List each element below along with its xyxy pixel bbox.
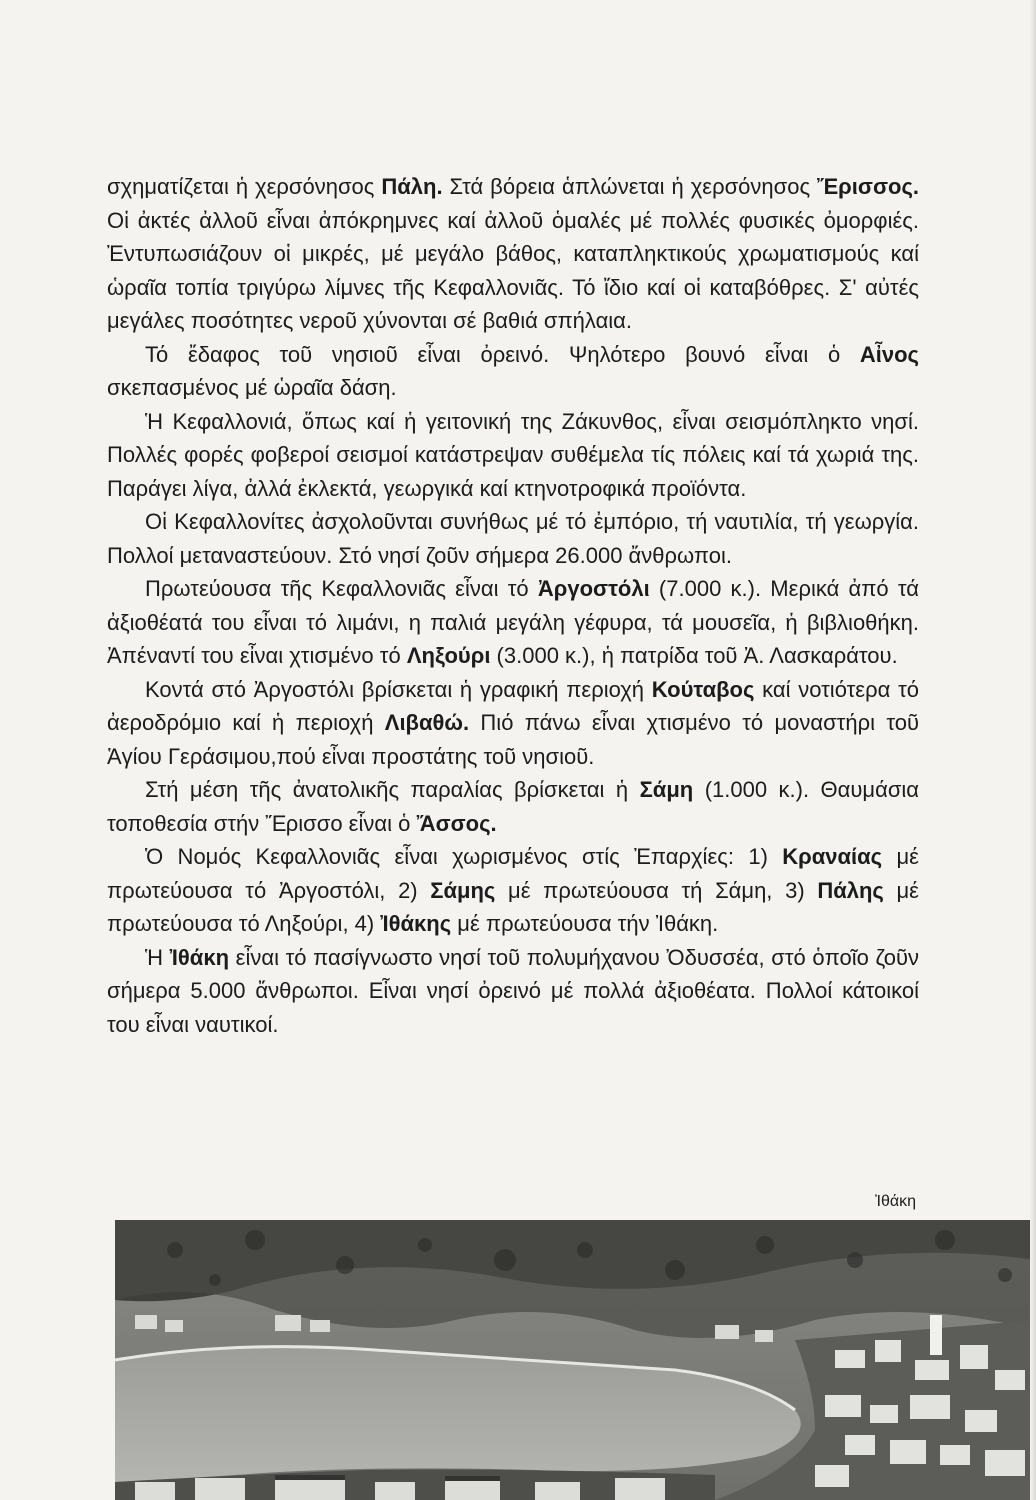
text-run: μέ πρωτεύουσα τήν Ἰθάκη. bbox=[451, 911, 719, 936]
text-run: καί νοτιότερα τό ἀεροδρόμιο καί ἡ περιοχή bbox=[107, 676, 919, 735]
text-run: μέ πρωτεύουσα τό Ἀργοστόλι, 2) bbox=[107, 844, 919, 903]
bold-term: Ἀργοστόλι bbox=[537, 576, 650, 601]
text-run: Τό ἔδαφος τοῦ νησιοῦ εἶναι ὀρεινό. Ψηλότερο βουνό εἶναι ὁ bbox=[145, 341, 860, 367]
bold-term: Ληξούρι bbox=[406, 643, 491, 668]
bold-term: Κραναίας bbox=[782, 844, 883, 869]
paragraph bbox=[107, 505, 919, 572]
bold-term: Πάλη. bbox=[381, 174, 443, 199]
bold-term: Αἶνος bbox=[859, 341, 919, 367]
paragraph bbox=[107, 405, 919, 506]
paragraph bbox=[107, 941, 919, 1042]
bold-term: Πάλης bbox=[817, 877, 884, 903]
text-run: Ὁ Νομός Κεφαλλονιᾶς εἶναι χωρισμένος στίς Ἐπαρχίες: 1) bbox=[145, 844, 783, 869]
bold-term: Ἔρισσος. bbox=[817, 174, 919, 199]
text-run: Οἱ ἀκτές ἀλλοῦ εἶναι ἀπόκρημνες καί ἀλλοῦ ὁμαλές μέ πολλές φυσικές ὀμορφιές. Ἐντυπωσιάζουν οἱ μικρές, μέ μεγάλο βάθος, καταπληκτικούς χρωματισμούς καί ὡραῖα τοπία τριγύρω λίμνες τῆς Κεφαλλονιᾶς. Τό ἴδιο καί οἱ καταβόθρες. Σ' αὐτές μεγάλες ποσότητες νεροῦ χύνονται σέ βαθιά σπήλαια. bbox=[107, 207, 919, 333]
text-run: μέ πρωτεύουσα τή Σάμη, 3) bbox=[495, 877, 818, 903]
page-edge bbox=[1030, 0, 1036, 1500]
paragraph bbox=[107, 773, 919, 840]
text-run: Ἡ Κεφαλλονιά, ὅπως καί ἡ γειτονική της Ζάκυνθος, εἶναι σεισμόπληκτο νησί. Πολλές φορές φοβεροί σεισμοί κατάστρεψαν συθέμελα τίς πόλεις καί τά χωριά της. Παράγει λίγα, ἀλλά ἐκλεκτά, γεωργικά καί κτηνοτροφικά προϊόντα. bbox=[107, 408, 919, 501]
text-run: εἶναι τό πασίγνωστο νησί τοῦ πολυμήχανου Ὀδυσσέα, στό ὁποῖο ζοῦν σήμερα 5.000 ἄνθρωποι. Εἶναι νησί ὀρεινό μέ πολλά ἀξιοθέατα. Πολλοί κάτοικοί του εἶναι ναυτικοί. bbox=[107, 944, 919, 1037]
paragraph bbox=[107, 572, 919, 673]
body-text bbox=[107, 170, 919, 1041]
paragraph bbox=[107, 170, 919, 338]
bold-term: Κούταβος bbox=[651, 676, 755, 702]
text-run: Στά βόρεια ἁπλώνεται ἡ χερσόνησος bbox=[442, 174, 818, 199]
text-run: μέ πρωτεύουσα τό Ληξούρι, 4) bbox=[107, 877, 919, 936]
paragraph bbox=[107, 673, 919, 774]
text-run: (7.000 κ.). Μερικά ἀπό τά ἀξιοθέατά του εἶναι τό λιμάνι, η παλιά μεγάλη γέφυρα, τά μουσεῖα, ἡ βιβλιοθήκη. Ἀπέναντί του εἶναι χτισμένο τό bbox=[107, 576, 919, 668]
text-run: Ἡ bbox=[145, 944, 170, 970]
text-run: Οἱ Κεφαλλονίτες ἀσχολοῦνται συνήθως μέ τό ἐμπόριο, τή ναυτιλία, τή γεωργία. Πολλοί μεταναστεύουν. Στό νησί ζοῦν σήμερα 26.000 ἄνθρωποι. bbox=[107, 509, 919, 568]
text-run: Στή μέση τῆς ἀνατολικῆς παραλίας βρίσκεται ἡ bbox=[145, 777, 640, 802]
bold-term: Λιβαθώ. bbox=[384, 710, 470, 735]
text-run: Κοντά στό Ἀργοστόλι βρίσκεται ἡ γραφική περιοχή bbox=[145, 676, 652, 702]
text-run: (1.000 κ.). Θαυμάσια τοποθεσία στήν Ἔρισσο εἶναι ὁ bbox=[107, 777, 919, 836]
text-run: σκεπασμένος μέ ὡραῖα δάση. bbox=[107, 375, 397, 400]
photo-caption: Ἰθάκη bbox=[874, 1193, 916, 1210]
text-run: Πρωτεύουσα τῆς Κεφαλλονιᾶς εἶναι τό bbox=[145, 576, 538, 601]
bold-term: Σάμη bbox=[639, 777, 694, 802]
text-run: Πιό πάνω εἶναι χτισμένο τό μοναστήρι τοῦ Ἁγίου Γεράσιμου,πού εἶναι προστάτης τοῦ νησιοῦ. bbox=[107, 710, 919, 769]
bold-term: Σάμης bbox=[430, 877, 496, 903]
harbor-photo bbox=[115, 1220, 1036, 1500]
bold-term: Ἰθάκη bbox=[169, 944, 230, 970]
bold-term: Ἄσσος. bbox=[416, 810, 497, 836]
paragraph bbox=[107, 338, 919, 405]
paragraph bbox=[107, 840, 919, 941]
bold-term: Ἰθάκης bbox=[380, 911, 452, 936]
text-run: (3.000 κ.), ἡ πατρίδα τοῦ Ἀ. Λασκαράτου. bbox=[490, 643, 898, 668]
text-run: σχηματίζεται ἡ χερσόνησος bbox=[107, 174, 382, 199]
